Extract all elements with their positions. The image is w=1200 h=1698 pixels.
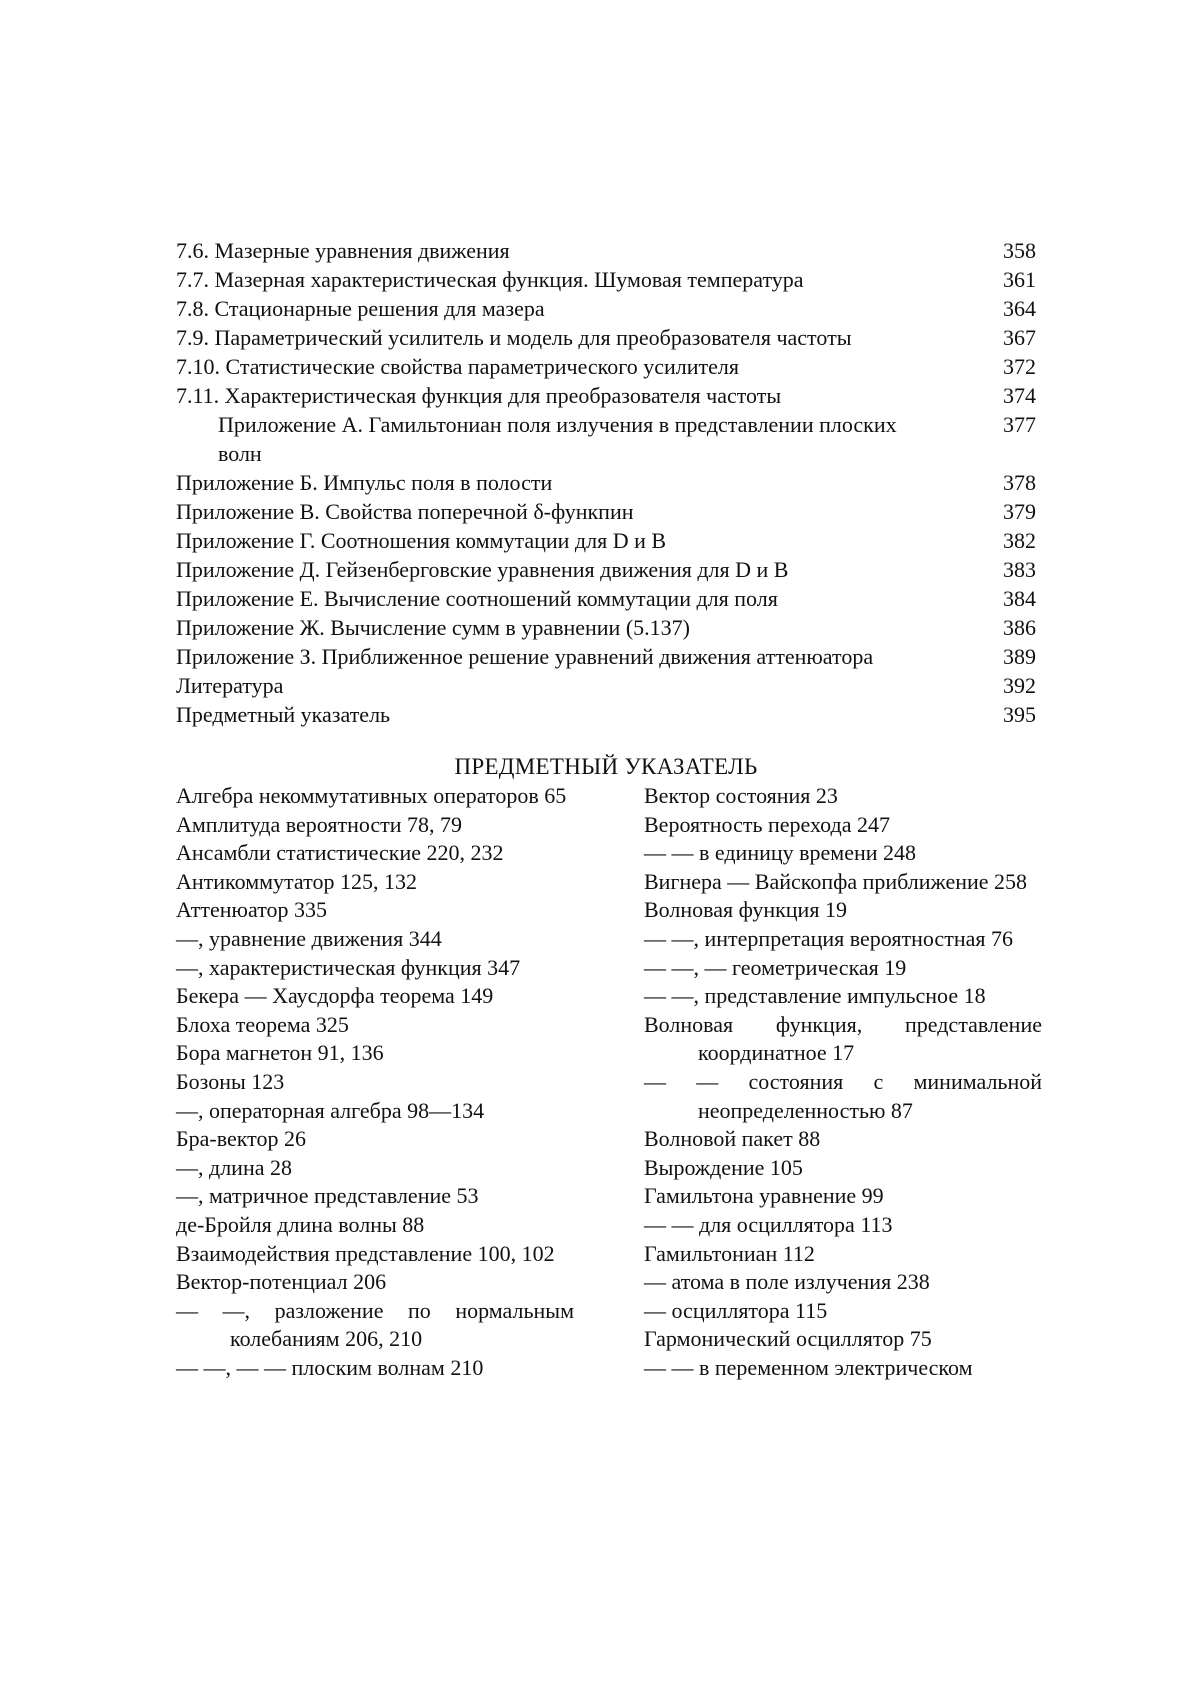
toc-entry (176, 671, 1036, 700)
toc-entry (176, 410, 1036, 468)
index-entry: Взаимодействия представление 100, 102 (176, 1240, 555, 1266)
toc-entry-page: 358 (1003, 238, 1036, 263)
index-entry: Волновая функция, представление координатное 17 (644, 1011, 1042, 1066)
toc-entry-title: 7.11. Характеристическая функция для преобразователя частоты (176, 383, 782, 408)
toc-entry-page: 386 (1003, 615, 1036, 640)
toc-entry-page: 374 (1003, 383, 1036, 408)
toc-entry-page: 378 (1003, 470, 1036, 495)
toc-entry (176, 555, 1036, 584)
toc-entry-page: 384 (1003, 586, 1036, 611)
index-entry: Бора магнетон 91, 136 (176, 1040, 384, 1066)
toc-entry-title: Приложение Е. Вычисление соотношений коммутации для поля (176, 586, 778, 611)
index-entry: — — в переменном электрическом (644, 1354, 973, 1380)
toc-entry-title: 7.6. Мазерные уравнения движения (176, 238, 510, 263)
index-entry: — —, разложение по нормальным колебаниям 206, 210 (176, 1297, 574, 1352)
table-of-contents (176, 236, 1036, 729)
index-entry: — —, интерпретация вероятностная 76 (644, 925, 1013, 951)
toc-entry (176, 613, 1036, 642)
index-entry: — —, — геометрическая 19 (644, 954, 907, 980)
index-entry: Вектор-потенциал 206 (176, 1269, 387, 1295)
toc-entry-page: 392 (1003, 673, 1036, 698)
index-entry: — — состояния с минимальной неопределенностью 87 (644, 1068, 1042, 1123)
index-entry: Амплитуда вероятности 78, 79 (176, 811, 463, 837)
index-entry: — — в единицу времени 248 (644, 840, 917, 866)
index-entry: Гамильтониан 112 (644, 1240, 815, 1266)
toc-entry-title-line: Приложение А. Гамильтониан поля излучения в представлении плоских (218, 412, 897, 437)
toc-entry (176, 265, 1036, 294)
toc-entry-title: Приложение Д. Гейзенберговские уравнения движения для D и B (176, 557, 789, 582)
toc-entry (176, 323, 1036, 352)
toc-entry (176, 236, 1036, 265)
toc-entry (176, 526, 1036, 555)
index-entry: Бекера — Хаусдорфа теорема 149 (176, 983, 494, 1009)
toc-entry-title: Литература (176, 673, 284, 698)
index-entry: —, уравнение движения 344 (176, 925, 442, 951)
index-entry: Гармонический осциллятор 75 (644, 1326, 932, 1352)
toc-entry-page: 372 (1003, 354, 1036, 379)
subject-index-left-column (176, 782, 574, 1382)
index-entry: Ансамбли статистические 220, 232 (176, 840, 504, 866)
toc-entry-title: Приложение Г. Соотношения коммутации для D и B (176, 528, 667, 553)
toc-entry-title: 7.7. Мазерная характеристическая функция. Шумовая температура (176, 267, 804, 292)
toc-entry-page: 367 (1003, 325, 1036, 350)
index-entry: —, длина 28 (176, 1154, 292, 1180)
toc-entry (176, 468, 1036, 497)
toc-entry (176, 381, 1036, 410)
toc-entry-title: Предметный указатель (176, 702, 391, 727)
toc-entry (176, 352, 1036, 381)
toc-entry-page: 389 (1003, 644, 1036, 669)
index-entry: —, операторная алгебра 98—134 (176, 1097, 485, 1123)
index-entry: Гамильтона уравнение 99 (644, 1183, 884, 1209)
index-entry: Вектор состояния 23 (644, 783, 838, 808)
index-entry: Волновая функция 19 (644, 897, 847, 923)
subject-index-right-column (644, 782, 1042, 1382)
index-entry: Вырождение 105 (644, 1154, 803, 1180)
toc-entry-page: 382 (1003, 528, 1036, 553)
toc-entry (176, 294, 1036, 323)
toc-entry (176, 584, 1036, 613)
index-entry: — — для осциллятора 113 (644, 1211, 893, 1237)
index-entry: —, матричное представление 53 (176, 1183, 479, 1209)
index-entry: Волновой пакет 88 (644, 1126, 821, 1152)
toc-entry (176, 497, 1036, 526)
index-entry: — атома в поле излучения 238 (644, 1269, 930, 1295)
subject-index-heading: ПРЕДМЕТНЫЙ УКАЗАТЕЛЬ (454, 754, 758, 779)
index-entry: Антикоммутатор 125, 132 (176, 868, 417, 894)
toc-entry-title: Приложение З. Приближенное решение уравнений движения аттенюатора (176, 644, 874, 669)
toc-entry-page: 361 (1003, 267, 1036, 292)
toc-entry-page: 395 (1003, 702, 1036, 727)
index-entry: Бозоны 123 (176, 1068, 285, 1094)
toc-entry-title: Приложение Ж. Вычисление сумм в уравнении (5.137) (176, 615, 690, 640)
toc-entry-page: 383 (1003, 557, 1036, 582)
toc-entry-page: 364 (1003, 296, 1036, 321)
index-entry: Бра-вектор 26 (176, 1126, 306, 1152)
toc-entry-page: 377 (1003, 412, 1036, 437)
index-entry: — осциллятора 115 (644, 1297, 828, 1323)
toc-entry-title: 7.10. Статистические свойства параметрического усилителя (176, 354, 739, 379)
index-entry: Аттенюатор 335 (176, 897, 328, 923)
index-entry: —, характеристическая функция 347 (176, 954, 521, 980)
toc-entry-title-continuation: волн (218, 441, 262, 466)
index-entry: — —, представление импульсное 18 (644, 983, 986, 1009)
index-entry: де-Бройля длина волны 88 (176, 1211, 425, 1237)
toc-entry-page: 379 (1003, 499, 1036, 524)
index-entry: — —, — — плоским волнам 210 (176, 1354, 484, 1380)
index-entry: Блоха теорема 325 (176, 1011, 349, 1037)
toc-entry (176, 642, 1036, 671)
index-entry: Алгебра некоммутативных операторов 65 (176, 783, 567, 808)
toc-entry (176, 700, 1036, 729)
toc-entry-title (176, 410, 976, 468)
toc-entry-title: 7.8. Стационарные решения для мазера (176, 296, 545, 321)
toc-entry-title: 7.9. Параметрический усилитель и модель для преобразователя частоты (176, 325, 852, 350)
toc-entry-title: Приложение В. Свойства поперечной δ-функпин (176, 499, 634, 524)
index-entry: Вигнера — Вайскопфа приближение 258 (644, 868, 1028, 894)
index-entry: Вероятность перехода 247 (644, 811, 890, 837)
toc-entry-title: Приложение Б. Импульс поля в полости (176, 470, 553, 495)
